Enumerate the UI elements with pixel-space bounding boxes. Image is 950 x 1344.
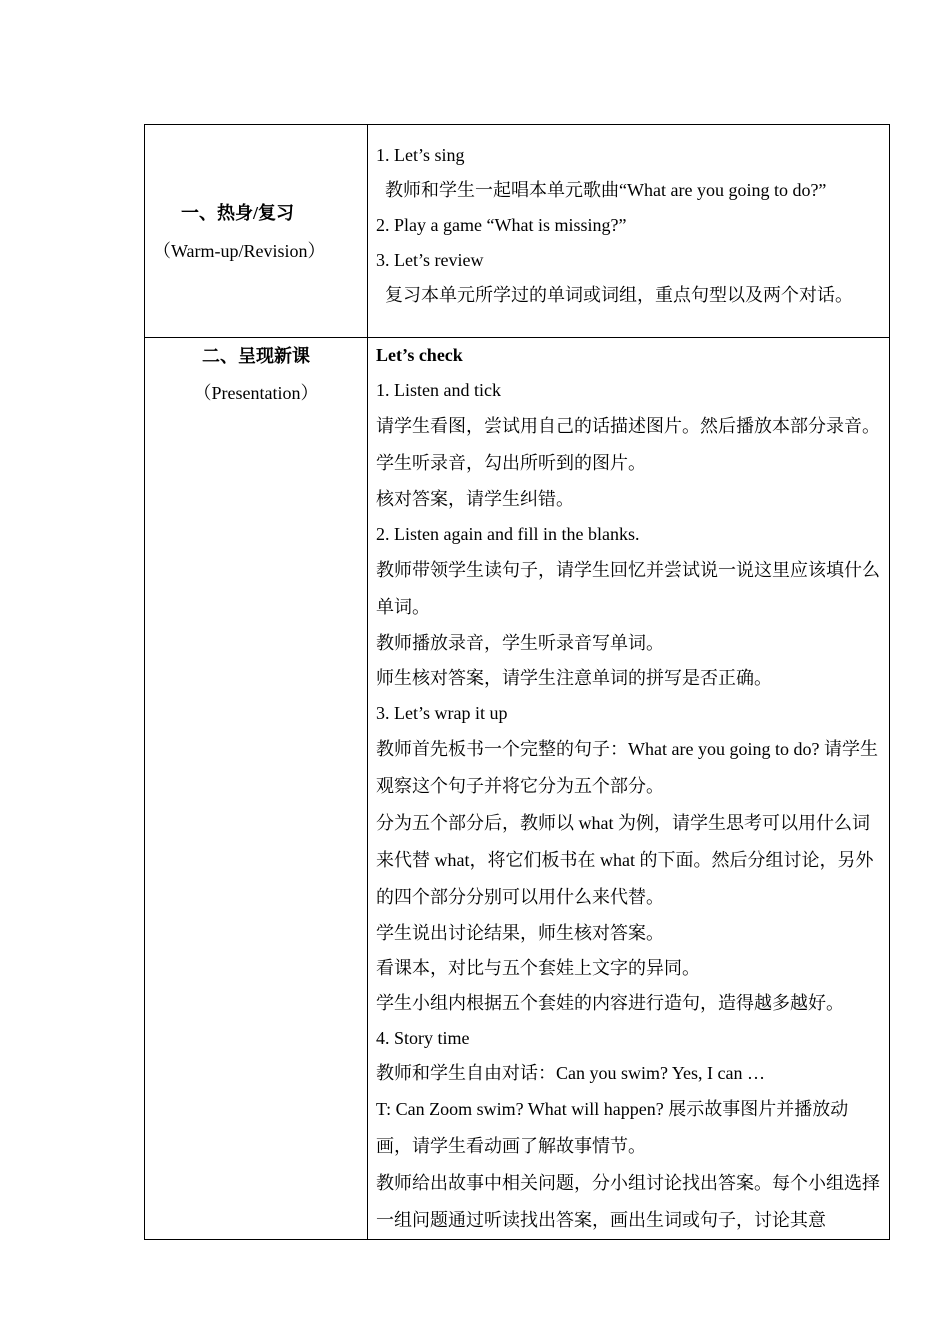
presentation-content-cell [368,338,890,1240]
presentation-item-17: 教师给出故事中相关问题，分小组讨论找出答案。每个小组选择一组问题通过听读找出答案，画出生词或句子，讨论其意 [376,1173,880,1230]
presentation-item-16: T: Can Zoom swim? What will happen? 展示故事图片并播放动画，请学生看动画了解故事情节。 [376,1099,849,1156]
presentation-item-8: 3. Let’s wrap it up [376,703,508,723]
presentation-item-3: 核对答案，请学生纠错。 [376,489,574,509]
presentation-item-6: 教师播放录音，学生听录音写单词。 [376,633,664,653]
presentation-heading: Let’s check [376,345,463,365]
warmup-label-cell [145,125,368,338]
presentation-label-cell [145,338,368,1240]
presentation-row [145,338,890,1240]
presentation-item-7: 师生核对答案，请学生注意单词的拼写是否正确。 [376,668,772,688]
presentation-item-5: 教师带领学生读句子，请学生回忆并尝试说一说这里应该填什么单词。 [376,560,880,617]
presentation-item-15: 教师和学生自由对话：Can you swim? Yes, I can … [376,1063,765,1083]
presentation-item-2: 请学生看图，尝试用自己的话描述图片。然后播放本部分录音。学生听录音，勾出所听到的图片。 [376,416,880,473]
warmup-label-bold: 一、热身/复习 [181,203,295,223]
presentation-item-10: 分为五个部分后，教师以 what 为例，请学生思考可以用什么词来代替 what，将它们板书在 what 的下面。然后分组讨论，另外的四个部分分别可以用什么来代替。 [376,813,874,907]
presentation-label [145,338,367,412]
warmup-row [145,125,890,338]
lesson-plan-table [144,124,890,1240]
presentation-item-13: 学生小组内根据五个套娃的内容进行造句，造得越多越好。 [376,993,844,1013]
warmup-label [145,125,367,270]
warmup-content-cell [368,125,890,338]
warmup-label-rest: （Warm-up/Revision） [153,241,326,261]
presentation-item-4: 2. Listen again and fill in the blanks. [376,524,640,544]
presentation-label-line1: 二、呈现新课 [202,346,310,366]
presentation-item-1: 1. Listen and tick [376,380,501,400]
presentation-item-14: 4. Story time [376,1028,470,1048]
presentation-item-12: 看课本，对比与五个套娃上文字的异同。 [376,958,700,978]
warmup-item-3: 2. Play a game “What is missing?” [376,215,627,235]
presentation-item-9: 教师首先板书一个完整的句子：What are you going to do? 请学生观察这个句子并将它分为五个部分。 [376,739,878,796]
presentation-item-11: 学生说出讨论结果，师生核对答案。 [376,923,664,943]
warmup-item-5: 复习本单元所学过的单词或词组，重点句型以及两个对话。 [385,285,853,305]
warmup-item-2: 教师和学生一起唱本单元歌曲“What are you going to do?” [385,180,827,200]
warmup-item-4: 3. Let’s review [376,250,484,270]
warmup-item-1: 1. Let’s sing [376,145,465,165]
presentation-label-line2: （Presentation） [193,383,319,403]
